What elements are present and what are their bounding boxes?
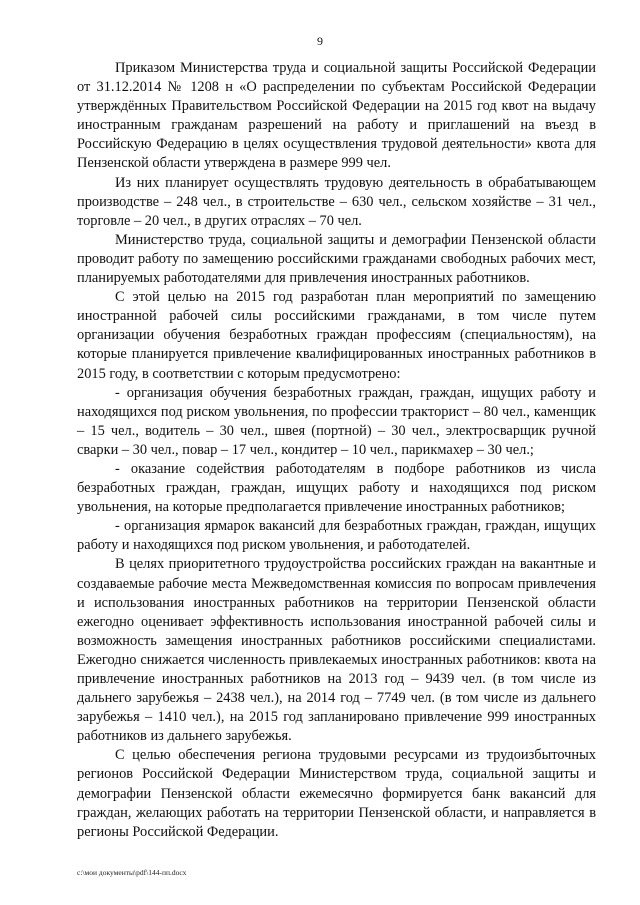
paragraph-action-plan: С этой целью на 2015 год разработан план мероприятий по замещению иностранной рабочей силы российскими гражданами, в том числе путем организации обучения безработных граждан профессиям (специальностям), на которые планируется привлечение квалифицированных иностранных работников в 2015 году, в соответствии с которым предусмотрено: — [77, 289, 596, 382]
document-body — [77, 59, 596, 842]
paragraph-sector-distribution: Из них планирует осуществлять трудовую деятельность в обрабатывающем производстве – 248 чел., в строительстве – 630 чел., сельском хозяйстве – 31 чел., торговле – 20 чел., в других отраслях – 70 чел. — [77, 174, 596, 229]
paragraph-quota-order: Приказом Министерства труда и социальной защиты Российской Федерации от 31.12.2014 № 1208 н «О распределении по субъектам Российской Федерации утверждённых Правительством Российской Федерации на 2015 год квот на выдачу иностранным гражданам разрешений на работу и приглашений на въезд в Российскую Федерацию в целях осуществления трудовой деятельности» квота для Пензенской области утверждена в размере 999 чел. — [77, 60, 596, 172]
list-item-employer-assistance: - оказание содействия работодателям в подборе работников из числа безработных граждан, граждан, ищущих работу и находящихся под риском увольнения, на которые предполагается привлечение иностранных работников; — [77, 460, 596, 516]
paragraph-interagency-commission: В целях приоритетного трудоустройства российских граждан на вакантные и создаваемые рабочие места Межведомственная комиссия по вопросам привлечения и использования иностранных работников на территории Пензенской области ежегодно оценивает эффективность использования иностранной рабочей силы и возможность замещения иностранных работников российскими специалистами. Ежегодно снижается численность привлекаемых иностранных работников: квота на привлечение иностранных работников на 2013 год – 9439 чел. (в том числе из дальнего зарубежья – 2438 чел.), на 2014 год – 7749 чел. (в том числе из дальнего зарубежья – 1410 чел.), на 2015 год запланировано привлечение 999 иностранных работников из дальнего зарубежья. — [77, 556, 596, 745]
paragraph-vacancy-bank: С целью обеспечения региона трудовыми ресурсами из трудоизбыточных регионов Российской Федерации Министерством труда, социальной защиты и демографии Пензенской области ежемесячно формируется банк вакансий для граждан, желающих работать на территории Пензенской области, и направляется в регионы Российской Федерации. — [77, 747, 596, 840]
paragraph-ministry-work: Министерство труда, социальной защиты и демографии Пензенской области проводит работу по замещению российскими гражданами свободных рабочих мест, планируемых работодателями для привлечения иностранных работников. — [77, 231, 596, 287]
page-number: 9 — [317, 34, 323, 48]
list-item-job-fairs: - организация ярмарок вакансий для безработных граждан, граждан, ищущих работу и находящихся под риском увольнения, и работодателей. — [77, 518, 596, 554]
list-item-training: - организация обучения безработных граждан, граждан, ищущих работу и находящихся под риском увольнения, по профессии тракторист – 80 чел., каменщик – 15 чел., водитель – 30 чел., швея (портной) – 30 чел., электросварщик ручной сварки – 30 чел., повар – 17 чел., кондитер – 10 чел., парикмахер – 30 чел.; — [77, 384, 596, 458]
footer-file-path: c:\мои документы\pdf\144-пп.docx — [77, 868, 187, 877]
